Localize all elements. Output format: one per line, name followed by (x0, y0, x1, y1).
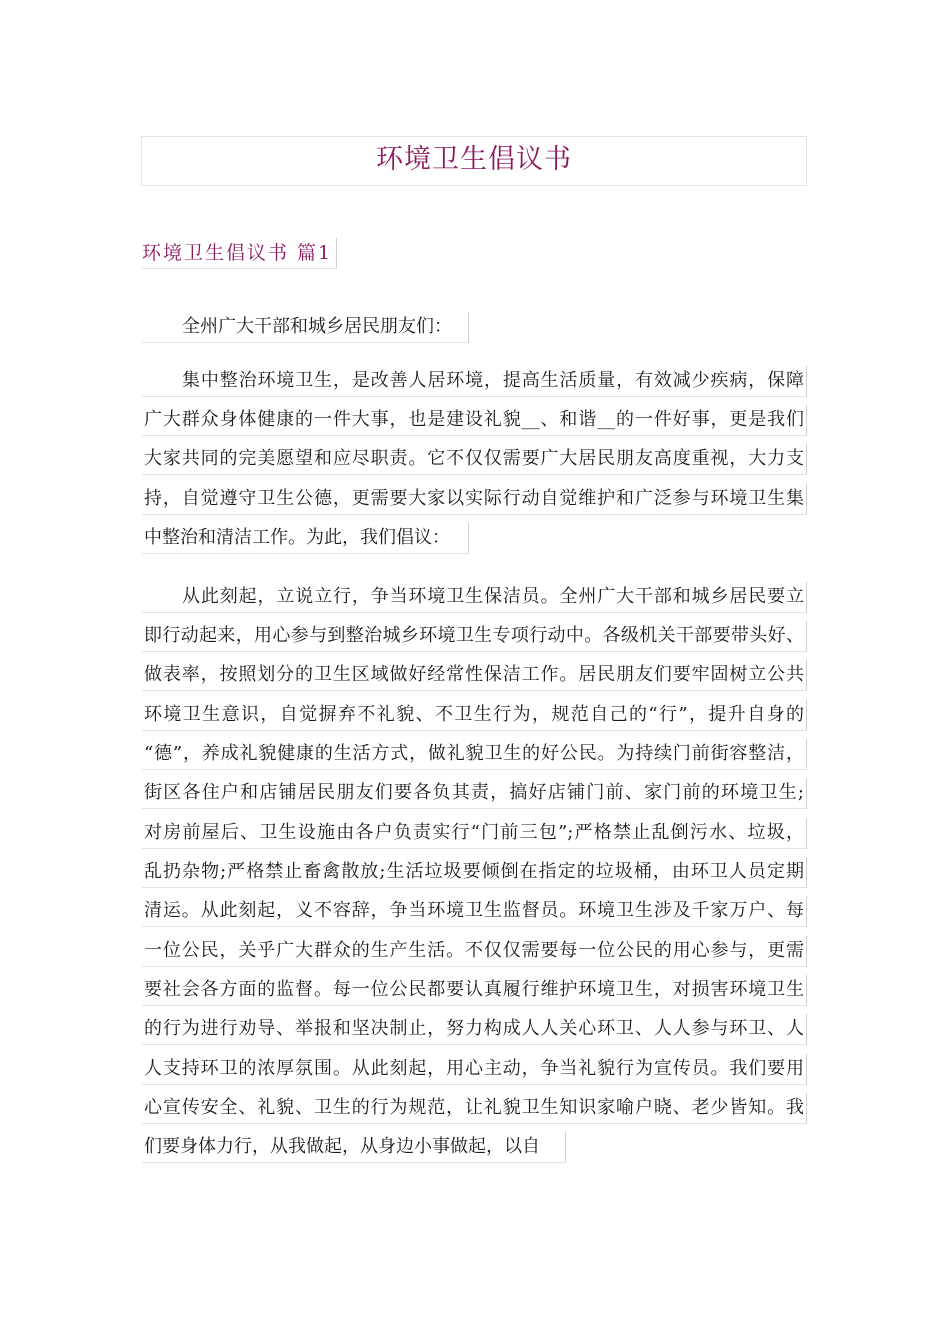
paragraph-line: 街区各住户和店铺居民朋友们要各负其责，搞好店铺门前、家门前的环境卫生; (142, 778, 807, 809)
paragraph-line: 大家共同的完美愿望和应尽职责。它不仅仅需要广大居民朋友高度重视，大力支 (142, 444, 807, 475)
section-heading: 环境卫生倡议书 篇1 (142, 238, 337, 269)
paragraph-line: 即行动起来，用心参与到整治城乡环境卫生专项行动中。各级机关干部要带头好、 (142, 621, 807, 652)
paragraph-line: 持，自觉遵守卫生公德，更需要大家以实际行动自觉维护和广泛参与环境卫生集 (142, 484, 807, 515)
paragraph-line: 中整治和清洁工作。为此，我们倡议： (142, 523, 469, 554)
salutation: 全州广大干部和城乡居民朋友们： (142, 312, 469, 343)
paragraph-line: 的行为进行劝导、举报和坚决制止，努力构成人人关心环卫、人人参与环卫、人 (142, 1014, 807, 1045)
paragraph-line: 要社会各方面的监督。每一位公民都要认真履行维护环境卫生，对损害环境卫生 (142, 975, 807, 1006)
paragraph-line: 清运。从此刻起，义不容辞，争当环境卫生监督员。环境卫生涉及千家万户、每 (142, 896, 807, 927)
paragraph-line: 从此刻起，立说立行，争当环境卫生保洁员。全州广大干部和城乡居民要立 (142, 582, 807, 613)
paragraph-line: “德”，养成礼貌健康的生活方式，做礼貌卫生的好公民。为持续门前街容整洁， (142, 739, 807, 770)
paragraph-line: 做表率，按照划分的卫生区域做好经常性保洁工作。居民朋友们要牢固树立公共 (142, 660, 807, 691)
document-title: 环境卫生倡议书 (376, 144, 572, 175)
title-box (141, 136, 807, 186)
paragraph-line: 乱扔杂物;严格禁止畜禽散放;生活垃圾要倾倒在指定的垃圾桶，由环卫人员定期 (142, 857, 807, 888)
paragraph-line: 对房前屋后、卫生设施由各户负责实行“门前三包”;严格禁止乱倒污水、垃圾， (142, 818, 807, 849)
paragraph-line: 一位公民，关乎广大群众的生产生活。不仅仅需要每一位公民的用心参与，更需 (142, 936, 807, 967)
paragraph-line: 环境卫生意识，自觉摒弃不礼貌、不卫生行为，规范自己的“行”，提升自身的 (142, 700, 807, 731)
paragraph-line: 人支持环卫的浓厚氛围。从此刻起，用心主动，争当礼貌行为宣传员。我们要用 (142, 1054, 807, 1085)
paragraph-line: 心宣传安全、礼貌、卫生的行为规范，让礼貌卫生知识家喻户晓、老少皆知。我 (142, 1093, 807, 1124)
paragraph-line: 广大群众身体健康的一件大事，也是建设礼貌__、和谐__的一件好事，更是我们 (142, 405, 807, 436)
paragraph-line: 集中整治环境卫生，是改善人居环境，提高生活质量，有效减少疾病，保障 (142, 366, 807, 397)
paragraph-line: 们要身体力行，从我做起，从身边小事做起，以自 (142, 1132, 566, 1163)
